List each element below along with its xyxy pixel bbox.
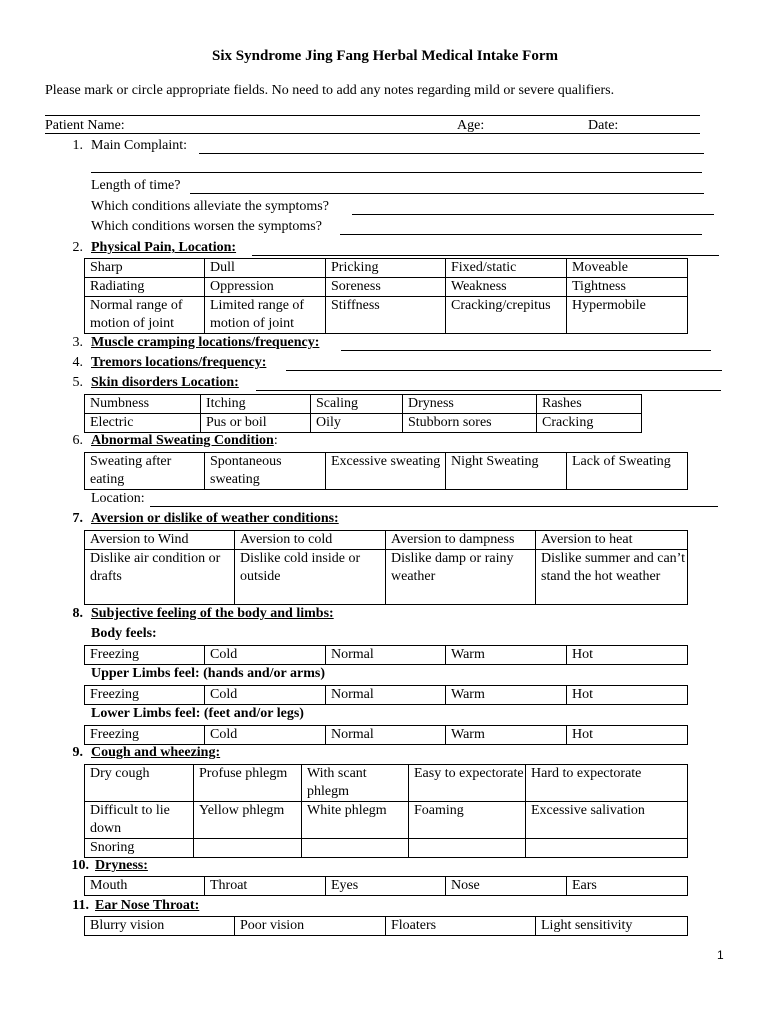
option-cell[interactable]: Yellow phlegm <box>194 802 302 839</box>
option-cell[interactable]: Dislike summer and can’t stand the hot weather <box>536 550 688 605</box>
main-complaint-field-2[interactable] <box>91 172 702 173</box>
q1-number: 1. <box>72 138 83 153</box>
ear-nose-throat-table <box>84 916 688 936</box>
option-cell[interactable]: Scaling <box>311 395 403 414</box>
option-cell[interactable]: Night Sweating <box>446 453 567 490</box>
q8-number: 8. <box>72 606 83 621</box>
option-cell[interactable]: Aversion to heat <box>536 531 688 550</box>
option-cell[interactable]: Normal <box>326 686 446 705</box>
q10-number: 10. <box>71 858 89 873</box>
option-cell[interactable]: Difficult to lie down <box>85 802 194 839</box>
body-feels-label: Body feels: <box>91 626 157 641</box>
option-cell[interactable]: Lack of Sweating <box>567 453 688 490</box>
option-cell[interactable]: Hot <box>567 686 688 705</box>
muscle-cramping-field[interactable] <box>341 350 711 351</box>
option-cell[interactable]: Light sensitivity <box>536 917 688 936</box>
abnormal-sweating-heading <box>91 432 278 450</box>
q6-number: 6. <box>72 433 83 448</box>
sweating-location-label: Location: <box>91 491 145 506</box>
instructions: Please mark or circle appropriate fields. No need to add any notes regarding mild or severe qualifiers. <box>45 83 615 98</box>
option-cell[interactable]: Normal <box>326 726 446 745</box>
option-cell[interactable]: Oppression <box>205 278 326 297</box>
option-cell[interactable]: Foaming <box>409 802 526 839</box>
option-cell[interactable]: Nose <box>446 877 567 896</box>
option-cell[interactable]: Poor vision <box>235 917 386 936</box>
length-of-time-label: Length of time? <box>91 178 181 193</box>
abnormal-sweating-label: Abnormal Sweating Condition <box>91 433 274 448</box>
weather-aversion-table <box>84 530 688 605</box>
q2-number: 2. <box>72 240 83 255</box>
option-cell[interactable]: Aversion to Wind <box>85 531 235 550</box>
dryness-table <box>84 876 688 896</box>
abnormal-sweating-colon: : <box>273 433 278 448</box>
q9-number: 9. <box>72 745 83 760</box>
age-label: Age: <box>457 118 485 133</box>
physical-pain-location-field[interactable] <box>252 255 719 256</box>
lower-limbs-label: Lower Limbs feel: (feet and/or legs) <box>91 706 304 721</box>
physical-pain-heading: Physical Pain, Location: <box>91 240 237 255</box>
tremors-field[interactable] <box>286 370 722 371</box>
sweating-location-field[interactable] <box>150 506 718 507</box>
option-cell[interactable]: Hypermobile <box>567 297 688 334</box>
option-cell[interactable]: Freezing <box>85 646 205 665</box>
option-cell[interactable]: Pus or boil <box>201 414 311 433</box>
option-cell[interactable]: Stubborn sores <box>403 414 537 433</box>
option-cell[interactable]: Easy to expectorate <box>409 765 526 802</box>
skin-disorders-field[interactable] <box>256 390 721 391</box>
option-cell[interactable]: White phlegm <box>302 802 409 839</box>
option-cell[interactable]: Cold <box>205 646 326 665</box>
option-cell[interactable]: Hot <box>567 646 688 665</box>
option-cell[interactable]: Excessive sweating <box>326 453 446 490</box>
option-cell[interactable]: Electric <box>85 414 201 433</box>
date-label: Date: <box>588 118 619 133</box>
option-cell[interactable]: Freezing <box>85 686 205 705</box>
option-cell[interactable]: Pricking <box>326 259 446 278</box>
option-cell[interactable]: With scant phlegm <box>302 765 409 802</box>
option-cell[interactable]: Dislike damp or rainy weather <box>386 550 536 605</box>
option-cell[interactable]: Cold <box>205 726 326 745</box>
option-cell[interactable]: Normal range of motion of joint <box>85 297 205 334</box>
worsen-label: Which conditions worsen the symptoms? <box>91 219 322 234</box>
option-cell[interactable]: Dryness <box>403 395 537 414</box>
q5-number: 5. <box>72 375 83 390</box>
q4-number: 4. <box>72 355 83 370</box>
option-cell[interactable]: Warm <box>446 726 567 745</box>
option-cell[interactable]: Tightness <box>567 278 688 297</box>
option-cell[interactable]: Eyes <box>326 877 446 896</box>
option-cell[interactable]: Sweating after eating <box>85 453 205 490</box>
option-cell[interactable]: Dislike air condition or drafts <box>85 550 235 605</box>
option-cell[interactable]: Warm <box>446 646 567 665</box>
option-cell[interactable]: Radiating <box>85 278 205 297</box>
skin-disorders-heading: Skin disorders Location: <box>91 375 239 390</box>
option-cell[interactable]: Sharp <box>85 259 205 278</box>
q7-number: 7. <box>72 511 83 526</box>
option-cell[interactable]: Dislike cold inside or outside <box>235 550 386 605</box>
option-cell[interactable]: Floaters <box>386 917 536 936</box>
option-cell[interactable]: Cracking/crepitus <box>446 297 567 334</box>
worsen-field[interactable] <box>340 234 702 235</box>
option-cell[interactable]: Ears <box>567 877 688 896</box>
option-cell[interactable]: Mouth <box>85 877 205 896</box>
empty-cell[interactable] <box>302 839 409 858</box>
option-cell[interactable]: Aversion to dampness <box>386 531 536 550</box>
option-cell[interactable]: Freezing <box>85 726 205 745</box>
main-complaint-label: Main Complaint: <box>91 138 188 153</box>
muscle-cramping-heading: Muscle cramping locations/frequency: <box>91 335 320 350</box>
option-cell[interactable]: Spontaneous sweating <box>205 453 326 490</box>
option-cell[interactable]: Snoring <box>85 839 194 858</box>
weather-aversion-heading: Aversion or dislike of weather conditions: <box>91 511 339 526</box>
option-cell[interactable]: Weakness <box>446 278 567 297</box>
alleviate-label: Which conditions alleviate the symptoms? <box>91 199 329 214</box>
option-cell[interactable]: Dry cough <box>85 765 194 802</box>
option-cell[interactable]: Oily <box>311 414 403 433</box>
physical-pain-table <box>84 258 688 334</box>
header-rule-top <box>45 115 700 116</box>
dryness-heading: Dryness: <box>95 858 148 873</box>
option-cell[interactable]: Rashes <box>537 395 642 414</box>
body-feels-table <box>84 645 688 665</box>
empty-cell[interactable] <box>526 839 688 858</box>
empty-cell[interactable] <box>194 839 302 858</box>
option-cell[interactable]: Normal <box>326 646 446 665</box>
page-title: Six Syndrome Jing Fang Herbal Medical Intake Form <box>212 48 558 64</box>
option-cell[interactable]: Dull <box>205 259 326 278</box>
cough-table <box>84 764 688 858</box>
option-cell[interactable]: Cold <box>205 686 326 705</box>
option-cell[interactable]: Blurry vision <box>85 917 235 936</box>
option-cell[interactable]: Numbness <box>85 395 201 414</box>
option-cell[interactable]: Moveable <box>567 259 688 278</box>
option-cell[interactable]: Warm <box>446 686 567 705</box>
q11-number: 11. <box>72 898 89 913</box>
ear-nose-throat-heading: Ear Nose Throat: <box>95 898 200 913</box>
lower-limbs-table <box>84 725 688 745</box>
empty-cell[interactable] <box>409 839 526 858</box>
option-cell[interactable]: Soreness <box>326 278 446 297</box>
sweating-table <box>84 452 688 490</box>
option-cell[interactable]: Profuse phlegm <box>194 765 302 802</box>
main-complaint-field[interactable] <box>199 153 704 154</box>
tremors-heading: Tremors locations/frequency: <box>91 355 267 370</box>
option-cell[interactable]: Excessive salivation <box>526 802 688 839</box>
upper-limbs-table <box>84 685 688 705</box>
option-cell[interactable]: Hot <box>567 726 688 745</box>
upper-limbs-label: Upper Limbs feel: (hands and/or arms) <box>91 666 326 681</box>
option-cell[interactable]: Limited range of motion of joint <box>205 297 326 334</box>
option-cell[interactable]: Hard to expectorate <box>526 765 688 802</box>
body-feeling-heading: Subjective feeling of the body and limbs: <box>91 606 334 621</box>
patient-name-label: Patient Name: <box>45 118 125 133</box>
option-cell[interactable]: Aversion to cold <box>235 531 386 550</box>
option-cell[interactable]: Cracking <box>537 414 642 433</box>
option-cell[interactable]: Throat <box>205 877 326 896</box>
cough-heading: Cough and wheezing: <box>91 745 221 760</box>
skin-disorders-table <box>84 394 642 433</box>
q3-number: 3. <box>72 335 83 350</box>
option-cell[interactable]: Stiffness <box>326 297 446 334</box>
alleviate-field[interactable] <box>352 214 714 215</box>
option-cell[interactable]: Fixed/static <box>446 259 567 278</box>
patient-name-field[interactable] <box>45 133 700 134</box>
option-cell[interactable]: Itching <box>201 395 311 414</box>
length-of-time-field[interactable] <box>190 193 704 194</box>
page-number: 1 <box>717 948 724 962</box>
